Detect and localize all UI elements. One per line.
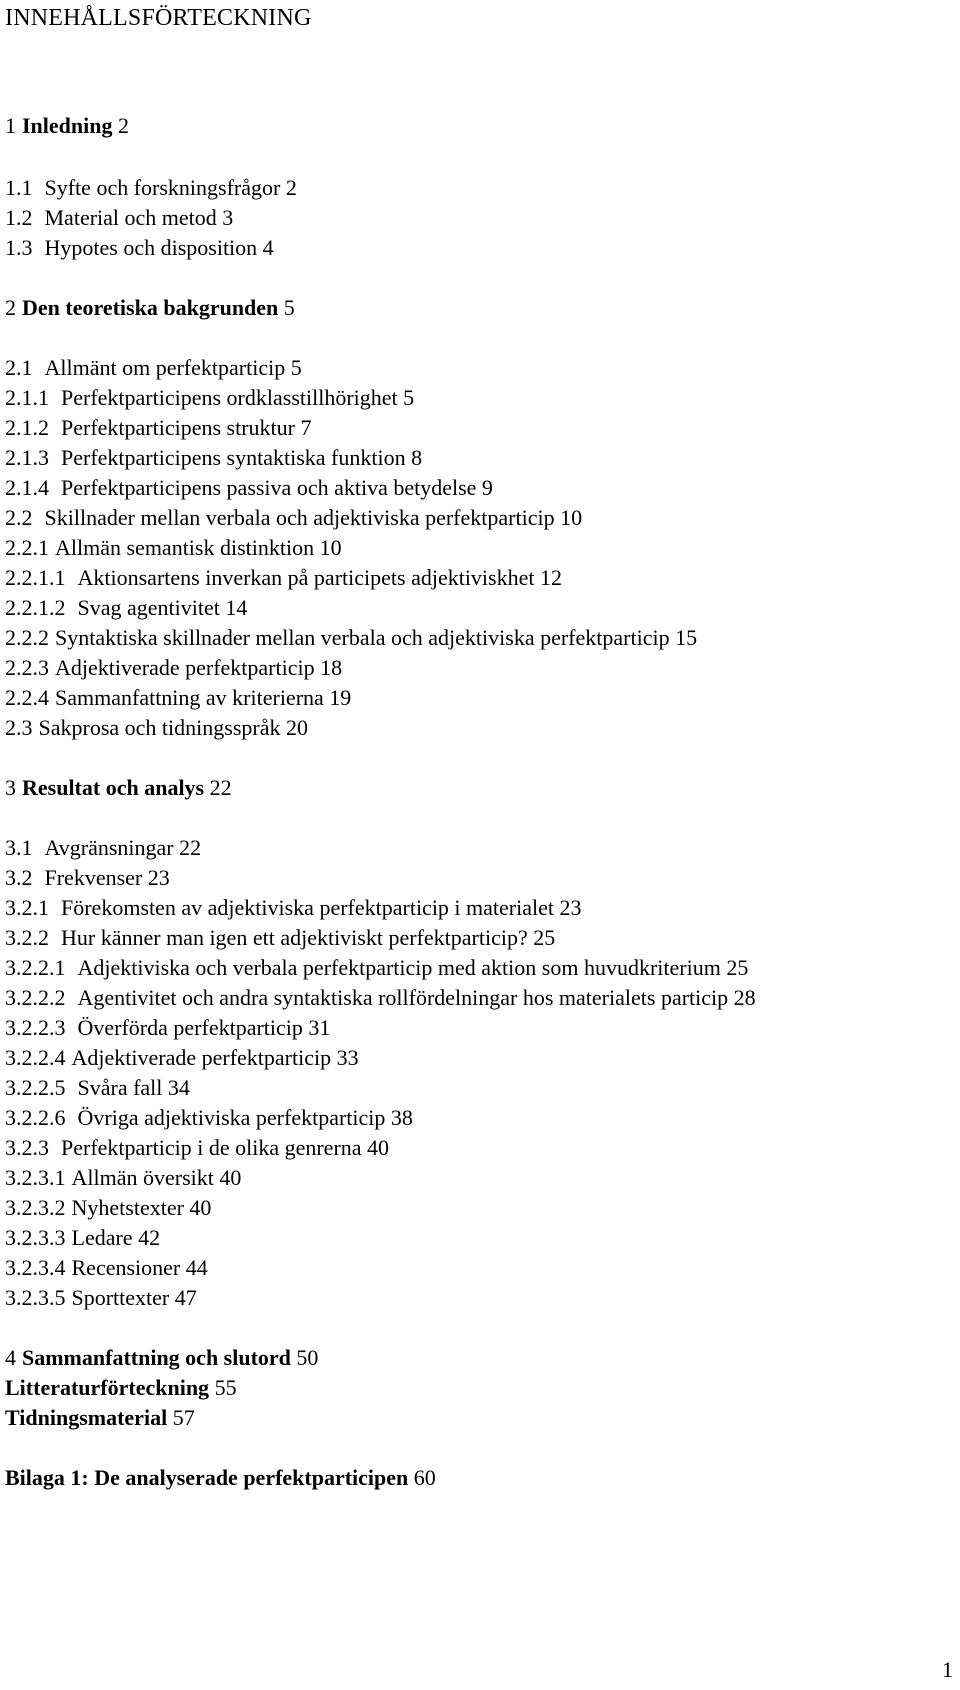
toc-entry — [5, 1402, 195, 1434]
toc-entry-page: 2 — [118, 113, 129, 138]
toc-entry — [5, 532, 342, 564]
toc-entry-number: 2 — [5, 295, 16, 320]
toc-entry-page: 55 — [214, 1375, 237, 1400]
toc-entry-number: 3.2.2.4 — [5, 1045, 66, 1070]
toc-entry-number: 3 — [5, 775, 16, 800]
toc-entry — [5, 712, 308, 744]
toc-entry-label: Frekvenser — [44, 865, 143, 890]
toc-entry-number: 3.2.3.3 — [5, 1225, 66, 1250]
toc-entry — [5, 352, 302, 384]
toc-entry-label: Allmän semantisk distinktion — [55, 535, 315, 560]
toc-entry-number: 3.2.1 — [5, 895, 49, 920]
toc-entry-label: Aktionsartens inverkan på participets adjektiviskhet — [77, 565, 535, 590]
toc-entry-number: 2.2.2 — [5, 625, 49, 650]
toc-entry-label: Syntaktiska skillnader mellan verbala och adjektiviska perfektparticip — [55, 625, 670, 650]
toc-entry-label: Ledare — [71, 1225, 133, 1250]
page-number: 1 — [942, 1657, 953, 1682]
toc-entry-number: 2.2.1.2 — [5, 595, 66, 620]
toc-entry-label: Resultat och analys — [22, 775, 205, 800]
toc-entry-page: 10 — [319, 535, 342, 560]
toc-entry-page: 33 — [336, 1045, 359, 1070]
toc-entry-page: 18 — [320, 655, 343, 680]
toc-entry — [5, 1102, 413, 1134]
toc-entry-label: Hur känner man igen ett adjektiviskt perfektparticip? — [61, 925, 528, 950]
toc-entry-number: 3.2.3 — [5, 1135, 49, 1160]
toc-entry-label: Perfektparticipens ordklasstillhörighet — [61, 385, 398, 410]
toc-entry-label: Litteraturförteckning — [5, 1375, 210, 1400]
toc-entry — [5, 1342, 318, 1374]
toc-entry-label: Sporttexter — [71, 1285, 170, 1310]
toc-entry-label: Adjektiverade perfektparticip — [71, 1045, 332, 1070]
toc-entry-label: Sammanfattning och slutord — [22, 1345, 291, 1370]
toc-entry-number: 3.1 — [5, 835, 33, 860]
toc-entry-number: 3.2.2.1 — [5, 955, 66, 980]
toc-entry-label: Recensioner — [71, 1255, 181, 1280]
toc-entry-page: 25 — [726, 955, 749, 980]
toc-entry-label: Nyhetstexter — [71, 1195, 184, 1220]
toc-entry-number: 2.2 — [5, 505, 33, 530]
toc-entry-page: 10 — [560, 505, 583, 530]
toc-entry-number: 2.1.2 — [5, 415, 49, 440]
toc-entry — [5, 1132, 389, 1164]
toc-entry — [5, 442, 422, 474]
toc-entry — [5, 832, 201, 864]
toc-entry-number: 1.2 — [5, 205, 33, 230]
toc-entry — [5, 952, 748, 984]
toc-entry — [5, 772, 232, 804]
toc-entry-label: Syfte och forskningsfrågor — [44, 175, 281, 200]
toc-entry-page: 22 — [209, 775, 232, 800]
toc-entry-page: 40 — [219, 1165, 242, 1190]
toc-entry-number: 2.3 — [5, 715, 33, 740]
toc-entry-number: 3.2.3.1 — [5, 1165, 66, 1190]
toc-entry-label: Skillnader mellan verbala och adjektiviska perfektparticip — [44, 505, 555, 530]
toc-entry-page: 34 — [167, 1075, 190, 1100]
toc-entry — [5, 1252, 208, 1284]
toc-entry-page: 5 — [403, 385, 415, 410]
toc-entry — [5, 892, 582, 924]
toc-entry-label: Perfektparticipens struktur — [61, 415, 295, 440]
toc-entry-page: 14 — [225, 595, 248, 620]
toc-entry-page: 20 — [285, 715, 308, 740]
toc-entry-number: 2.2.1 — [5, 535, 49, 560]
toc-entry-label: Allmänt om perfektparticip — [44, 355, 286, 380]
toc-entry-number: 3.2.2.6 — [5, 1105, 66, 1130]
toc-entry-page: 40 — [189, 1195, 212, 1220]
toc-entry-label: Förekomsten av adjektiviska perfektparticip i materialet — [61, 895, 554, 920]
toc-entry-label: Perfektparticipens syntaktiska funktion — [61, 445, 406, 470]
toc-entry-label: Perfektparticip i de olika genrerna — [61, 1135, 362, 1160]
toc-entry — [5, 1072, 190, 1104]
toc-entry-page: 9 — [481, 475, 493, 500]
toc-entry-number: 4 — [5, 1345, 16, 1370]
toc-entry-page: 2 — [285, 175, 297, 200]
toc-entry — [5, 502, 582, 534]
toc-entry-label: Avgränsningar — [44, 835, 174, 860]
toc-entry — [5, 382, 414, 414]
toc-entry-page: 3 — [222, 205, 234, 230]
toc-entry-number: 2.2.3 — [5, 655, 49, 680]
toc-entry — [5, 172, 297, 204]
toc-entry — [5, 652, 342, 684]
toc-entry-number: 3.2 — [5, 865, 33, 890]
toc-entry-number: 2.1.4 — [5, 475, 49, 500]
toc-entry — [5, 1222, 160, 1254]
toc-entry — [5, 292, 295, 324]
toc-entry — [5, 1462, 436, 1494]
toc-entry — [5, 622, 697, 654]
toc-entry-page: 40 — [367, 1135, 390, 1160]
toc-entry — [5, 1282, 197, 1314]
toc-entry-page: 50 — [296, 1345, 319, 1370]
toc-entry — [5, 1162, 241, 1194]
toc-entry-number: 2.1.3 — [5, 445, 49, 470]
toc-entry-label: Bilaga 1: De analyserade perfektparticipen — [5, 1465, 409, 1490]
toc-entry-page: 42 — [138, 1225, 161, 1250]
toc-entry — [5, 232, 274, 264]
toc-entry — [5, 1192, 211, 1224]
toc-entry-label: Adjektiviska och verbala perfektparticip med aktion som huvudkriterium — [77, 955, 721, 980]
toc-entry-number: 3.2.2.5 — [5, 1075, 66, 1100]
toc-entry-number: 2.1 — [5, 355, 33, 380]
toc-entry-label: Övriga adjektiviska perfektparticip — [77, 1105, 386, 1130]
toc-entry-number: 3.2.3.4 — [5, 1255, 66, 1280]
toc-entry-page: 44 — [185, 1255, 208, 1280]
toc-entry-page: 38 — [390, 1105, 413, 1130]
toc-entry-page: 28 — [733, 985, 756, 1010]
toc-entry — [5, 110, 129, 142]
toc-entry-page: 7 — [300, 415, 312, 440]
toc-entry — [5, 922, 555, 954]
toc-entry-number: 3.2.3.5 — [5, 1285, 66, 1310]
toc-entry-page: 12 — [539, 565, 562, 590]
toc-entry-label: Material och metod — [44, 205, 217, 230]
toc-entry-page: 23 — [147, 865, 170, 890]
toc-entry-page: 5 — [290, 355, 302, 380]
toc-entry-page: 19 — [329, 685, 352, 710]
toc-entry-label: Inledning — [22, 113, 113, 138]
toc-entry — [5, 412, 312, 444]
toc-entry-number: 3.2.2.3 — [5, 1015, 66, 1040]
toc-entry — [5, 1042, 359, 1074]
toc-entry — [5, 202, 233, 234]
toc-entry — [5, 562, 562, 594]
toc-entry-label: Svag agentivitet — [77, 595, 220, 620]
toc-entry-number: 3.2.2.2 — [5, 985, 66, 1010]
toc-entry-label: Sakprosa och tidningsspråk — [38, 715, 281, 740]
toc-entry-label: Den teoretiska bakgrunden — [22, 295, 279, 320]
toc-entry-page: 8 — [411, 445, 423, 470]
document-title: INNEHÅLLSFÖRTECKNING — [5, 5, 312, 31]
toc-entry-page: 31 — [308, 1015, 331, 1040]
toc-entry-label: Svåra fall — [77, 1075, 163, 1100]
toc-entry-label: Överförda perfektparticip — [77, 1015, 303, 1040]
toc-entry-page: 47 — [174, 1285, 197, 1310]
toc-entry-number: 1 — [5, 113, 16, 138]
toc-entry-number: 2.2.4 — [5, 685, 49, 710]
toc-entry — [5, 982, 756, 1014]
toc-entry-page: 15 — [675, 625, 698, 650]
toc-entry-page: 25 — [533, 925, 556, 950]
toc-entry-page: 5 — [283, 295, 295, 320]
toc-entry-number: 3.2.3.2 — [5, 1195, 66, 1220]
toc-entry-number: 2.2.1.1 — [5, 565, 66, 590]
toc-entry-label: Hypotes och disposition — [44, 235, 258, 260]
toc-entry-label: Allmän översikt — [71, 1165, 214, 1190]
toc-entry-page: 57 — [172, 1405, 195, 1430]
toc-entry-number: 1.1 — [5, 175, 33, 200]
toc-entry — [5, 1012, 330, 1044]
toc-entry — [5, 592, 247, 624]
toc-entry-label: Sammanfattning av kriterierna — [55, 685, 324, 710]
toc-entry-label: Perfektparticipens passiva och aktiva betydelse — [61, 475, 477, 500]
toc-entry-page: 60 — [413, 1465, 436, 1490]
toc-entry-number: 3.2.2 — [5, 925, 49, 950]
toc-entry — [5, 682, 351, 714]
toc-entry — [5, 1372, 237, 1404]
toc-entry-page: 22 — [179, 835, 202, 860]
toc-entry-label: Agentivitet och andra syntaktiska rollfördelningar hos materialets particip — [77, 985, 729, 1010]
toc-entry-number: 2.1.1 — [5, 385, 49, 410]
toc-entry-number: 1.3 — [5, 235, 33, 260]
toc-entry-label: Tidningsmaterial — [5, 1405, 168, 1430]
toc-entry-page: 23 — [559, 895, 582, 920]
toc-entry-label: Adjektiverade perfektparticip — [55, 655, 315, 680]
toc-entry — [5, 862, 170, 894]
toc-entry-page: 4 — [262, 235, 274, 260]
toc-entry — [5, 472, 493, 504]
